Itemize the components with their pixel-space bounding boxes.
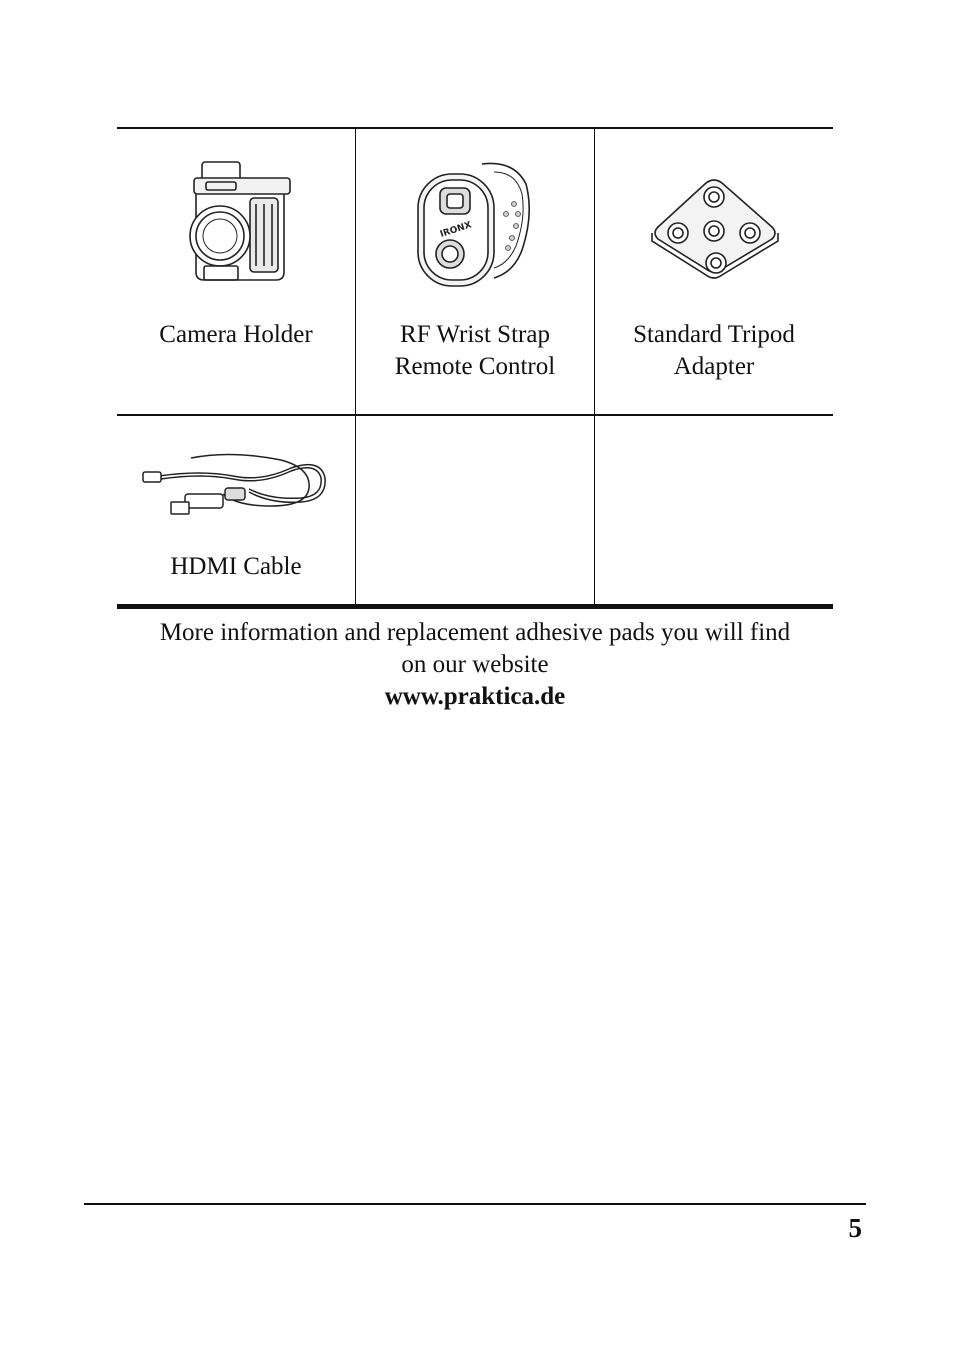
wrist-brand-text: IRONX: [438, 220, 473, 240]
accessory-cell-camera-holder: [117, 128, 356, 415]
camera-holder-icon: [176, 154, 296, 294]
accessory-cell-empty: [356, 415, 595, 607]
accessory-cell-wrist-remote: [356, 128, 595, 415]
info-text: [100, 617, 850, 713]
accessory-label: RF Wrist Strap Remote Control: [394, 321, 556, 380]
footer-divider: [84, 1203, 866, 1205]
page-number: 5: [848, 1213, 862, 1243]
wrist-remote-icon: [410, 154, 540, 294]
accessory-cell-hdmi-cable: [117, 415, 356, 607]
accessories-row: [117, 128, 833, 415]
accessories-row: [117, 415, 833, 607]
website-link[interactable]: www.praktica.de: [384, 683, 566, 710]
accessory-label: HDMI Cable: [170, 553, 302, 580]
accessory-label: Camera Holder: [159, 321, 313, 348]
hdmi-cable-icon: [141, 448, 331, 520]
info-line: on our website: [401, 651, 549, 678]
tripod-adapter-icon: [644, 169, 784, 279]
info-line: More information and replacement adhesive pads you will find: [159, 619, 791, 646]
accessory-cell-empty: [595, 415, 834, 607]
accessory-label: Standard Tripod Adapter: [633, 321, 795, 380]
accessory-cell-tripod-adapter: [595, 128, 834, 415]
accessories-table: [117, 127, 833, 609]
